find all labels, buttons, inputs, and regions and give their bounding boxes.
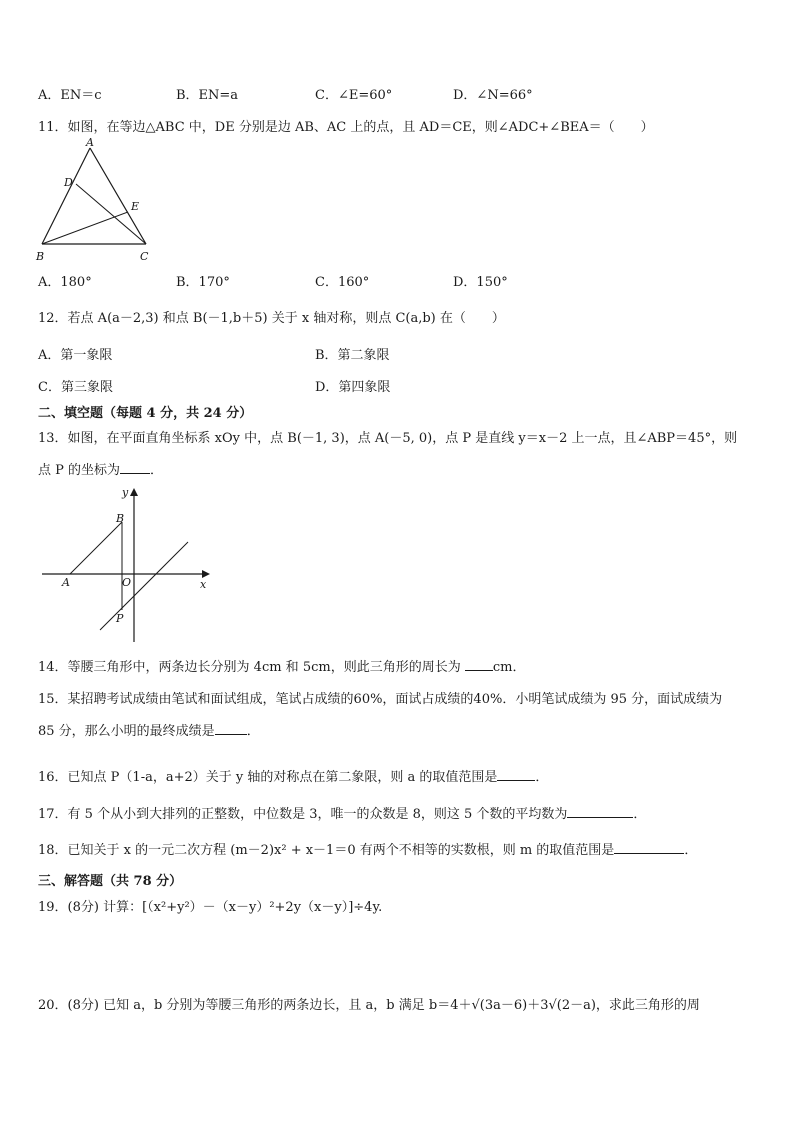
q13-label-p: P — [116, 612, 124, 625]
q20-text: 20．(8分) 已知 a，b 分别为等腰三角形的两条边长，且 a，b 满足 b＝4＋√(3a－6)＋3√(2－a)，求此三角形的周 — [38, 998, 700, 1013]
q14-answer-blank — [465, 658, 493, 671]
q13-label-x: x — [200, 578, 207, 591]
q12-option-d: D．第四象限 — [315, 380, 391, 395]
q13-segment-ab — [70, 522, 122, 574]
q15-line2-suffix: ． — [246, 724, 260, 739]
q13-coordinate-figure — [38, 482, 218, 648]
q13-x-axis-arrow — [202, 570, 210, 578]
q14-text — [38, 656, 525, 675]
q16-suffix: ． — [535, 770, 549, 785]
q10-option-a: A．EN＝c — [38, 88, 102, 103]
q14-suffix: cm． — [492, 660, 526, 675]
q11-label-e: E — [131, 200, 140, 213]
q11-segment-dc — [76, 184, 146, 244]
q13-answer-blank — [120, 461, 150, 474]
q17-prefix: 17．有 5 个从小到大排列的正整数，中位数是 3，唯一的众数是 8，则这 5 个数的平均数为 — [38, 807, 568, 822]
q12-option-c: C．第三象限 — [38, 380, 113, 395]
q11-triangle-figure — [34, 136, 164, 264]
q11-option-a: A．180° — [38, 275, 92, 290]
q11-side-ab — [42, 148, 90, 244]
section-solve-heading: 三、解答题（共 78 分） — [38, 874, 183, 889]
q11-option-b: B．170° — [176, 275, 230, 290]
q11-option-c: C．160° — [315, 275, 370, 290]
q17-suffix: ． — [633, 807, 647, 822]
q12-text: 12．若点 A(a－2,3) 和点 B(－1,b＋5) 关于 x 轴对称，则点 C(a,b) 在（ ） — [38, 311, 505, 326]
q15-line2-prefix: 85 分，那么小明的最终成绩是 — [38, 724, 215, 739]
q13-label-a: A — [62, 576, 70, 589]
q10-option-d: D．∠N=66° — [453, 88, 533, 103]
q16-prefix: 16．已知点 P（1-a，a+2）关于 y 轴的对称点在第二象限，则 a 的取值范围是 — [38, 770, 498, 785]
q13-line-y-eq-x-minus-2 — [100, 542, 188, 630]
q13-line2-suffix: ． — [150, 463, 164, 478]
q13-y-axis-arrow — [130, 488, 138, 496]
q13-label-b: B — [116, 512, 125, 525]
q10-option-c: C．∠E=60° — [315, 88, 393, 103]
q18-suffix: ． — [684, 843, 698, 858]
section-fill-in-heading: 二、填空题（每题 4 分，共 24 分） — [38, 406, 253, 421]
q11-label-d: D — [64, 176, 73, 189]
q15-line2 — [38, 720, 260, 739]
q11-option-d: D．150° — [453, 275, 508, 290]
q14-prefix: 14．等腰三角形中，两条边长分别为 4cm 和 5cm，则此三角形的周长为 — [38, 660, 465, 675]
q13-label-o: O — [122, 576, 132, 589]
q12-option-b: B．第二象限 — [315, 348, 390, 363]
q11-text: 11．如图，在等边△ABC 中，DE 分别是边 AB、AC 上的点，且 AD＝CE，则∠ADC+∠BEA＝（ ） — [38, 120, 654, 135]
q11-side-ac — [90, 148, 146, 244]
q13-line2-prefix: 点 P 的坐标为 — [38, 463, 121, 478]
q15-answer-blank — [215, 722, 247, 735]
q11-label-c: C — [140, 250, 149, 263]
q18-text — [38, 839, 697, 858]
q13-label-y: y — [122, 486, 129, 499]
q11-segment-be — [42, 212, 128, 244]
q16-text — [38, 766, 548, 785]
q13-line1: 13．如图，在平面直角坐标系 xOy 中，点 B(－1, 3)，点 A(－5, 0)，点 P 是直线 y＝x－2 上一点，且∠ABP＝45°，则 — [38, 431, 738, 446]
q19-text: 19．(8分) 计算：[（x²+y²）－（x－y）²+2y（x－y）]÷4y. — [38, 900, 383, 915]
q18-prefix: 18．已知关于 x 的一元二次方程 (m－2)x² + x－1＝0 有两个不相等的实数根，则 m 的取值范围是 — [38, 843, 615, 858]
q17-answer-blank — [567, 805, 633, 818]
q15-line1: 15．某招聘考试成绩由笔试和面试组成，笔试占成绩的60%，面试占成绩的40%．小明笔试成绩为 95 分，面试成绩为 — [38, 692, 723, 707]
q13-line2 — [38, 459, 163, 478]
q12-option-a: A．第一象限 — [38, 348, 113, 363]
q11-label-a: A — [86, 136, 94, 149]
q16-answer-blank — [497, 768, 535, 781]
q10-option-b: B．EN=a — [176, 88, 239, 103]
q18-answer-blank — [614, 841, 684, 854]
q11-label-b: B — [36, 250, 45, 263]
q17-text — [38, 803, 646, 822]
